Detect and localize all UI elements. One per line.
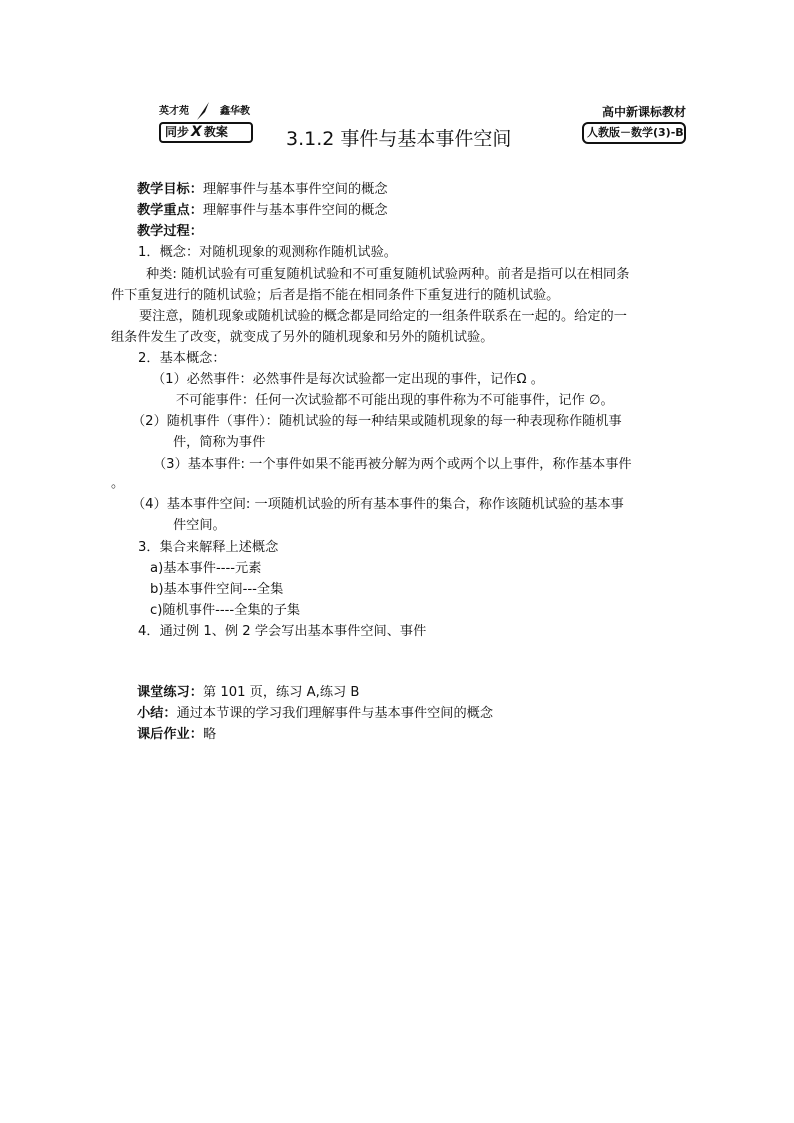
- paragraph-basic-concepts: 2．基本概念：: [138, 351, 226, 366]
- teaching-process-label: 教学过程：: [137, 224, 203, 239]
- practice-label: 课堂练习：: [137, 685, 203, 700]
- summary-label: 小结：: [137, 706, 177, 721]
- paragraph-impossible-event: 不可能事件：任何一次试验都不可能出现的事件称为不可能事件，记作 ∅。: [176, 393, 614, 408]
- paragraph-concept: 1．概念：对随机现象的观测称作随机试验。: [138, 245, 397, 260]
- paragraph-examples: 4．通过例 1、例 2 学会写出基本事件空间、事件: [138, 624, 427, 639]
- summary: [137, 704, 493, 723]
- classroom-practice: [137, 683, 359, 702]
- paragraph-random-event-2: 件，简称为事件: [173, 435, 266, 450]
- paragraph-types-1: 种类: 随机试验有可重复随机试验和不可重复随机试验两种。前者是指可以在相同条: [146, 267, 630, 282]
- homework: [137, 725, 216, 744]
- practice-text: 第 101 页，练习 A,练习 B: [202, 685, 360, 700]
- logo-right-top-text: 高中新课标教材: [601, 105, 686, 119]
- logo-right-box: 人教版－数学(3)-B: [582, 122, 686, 144]
- paragraph-note-2: 组条件发生了改变，就变成了另外的随机现象和另外的随机试验。: [111, 330, 494, 345]
- summary-text: 通过本节课的学习我们理解事件与基本事件空间的概念: [176, 706, 494, 721]
- logo-left-box: [159, 122, 253, 143]
- page-title: 3.1.2 事件与基本事件空间: [286, 128, 512, 150]
- paragraph-note-1: 要注意，随机现象或随机试验的概念都是同给定的一组条件联系在一起的。给定的一: [139, 309, 627, 324]
- list-item-a: a)基本事件----元素: [150, 561, 262, 576]
- paragraph-set-explanation: 3．集合来解释上述概念: [138, 540, 279, 555]
- publisher-logo-right: [582, 103, 686, 145]
- homework-text: 略: [202, 727, 217, 742]
- paragraph-random-event-1: （2）随机事件（事件）：随机试验的每一种结果或随机现象的每一种表现称作随机事: [132, 414, 622, 429]
- paragraph-sample-space-1: （4）基本事件空间: 一项随机试验的所有基本事件的集合，称作该随机试验的基本事: [132, 497, 624, 512]
- paragraph-elementary-event-2: 。: [111, 476, 125, 491]
- teaching-key-text: 理解事件与基本事件空间的概念: [202, 203, 388, 218]
- publisher-logo-left: [159, 102, 255, 146]
- paragraph-sample-space-2: 件空间。: [173, 518, 226, 533]
- logo-left-top-text-2: 鑫华教: [219, 106, 250, 117]
- list-item-c: c)随机事件----全集的子集: [150, 603, 301, 618]
- quill-icon: [195, 100, 211, 122]
- logo-left-box-text-2: 教案: [203, 125, 228, 139]
- paragraph-types-2: 件下重复进行的随机试验；后者是指不能在相同条件下重复进行的随机试验。: [111, 288, 560, 303]
- teaching-goal-label: 教学目标：: [137, 182, 203, 197]
- list-item-b: b)基本事件空间---全集: [150, 582, 284, 597]
- logo-left-box-x: X: [191, 124, 202, 140]
- paragraph-certain-event: （1）必然事件：必然事件是每次试验都一定出现的事件，记作Ω 。: [152, 372, 544, 387]
- logo-left-top-text-1: 英才苑: [159, 106, 189, 117]
- teaching-goal-text: 理解事件与基本事件空间的概念: [202, 182, 388, 197]
- teaching-key-point: [137, 201, 388, 220]
- logo-left-box-text-1: 同步: [165, 125, 190, 139]
- paragraph-elementary-event-1: （3）基本事件: 一个事件如果不能再被分解为两个或两个以上事件，称作基本事件: [153, 457, 632, 472]
- homework-label: 课后作业：: [137, 727, 203, 742]
- teaching-key-label: 教学重点：: [137, 203, 203, 218]
- teaching-goal: [137, 180, 388, 199]
